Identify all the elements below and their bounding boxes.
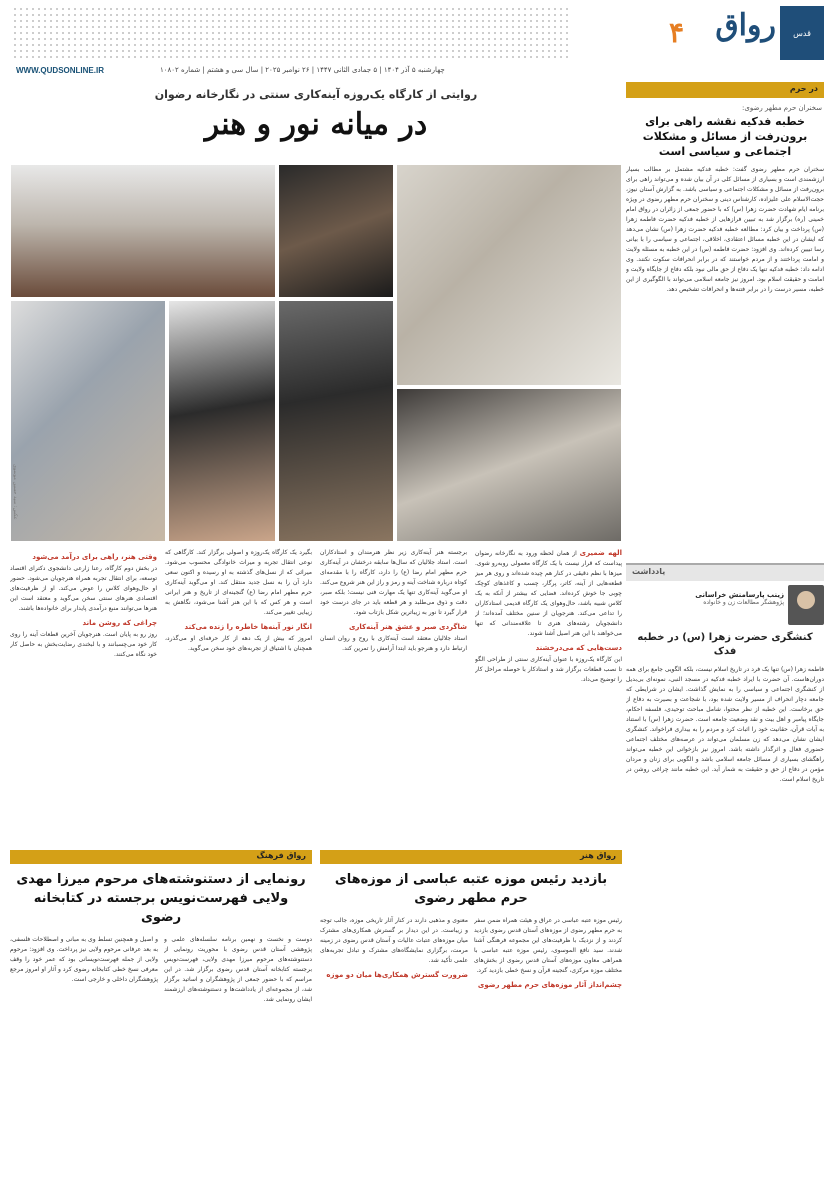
author-avatar — [788, 585, 824, 625]
opinion-body: فاطمه زهرا (س) تنها یک فرد در تاریخ اسلام نیست، بلکه الگویی جامع برای همه دوران‌هاست. آن حضرت با ایراد خطبه فدکیه در مسجد النبی، نمونه‌ای بی‌بدیل از کنشگری اجتماعی و سیاسی را به نمایش گذاشت. ایشان در شرایطی که جامعه دچار انحراف از مسیر ولایت شده بود، با شجاعت و بصیرت به دفاع از حق برخاست. این خطبه از نظر محتوا، شامل مباحث توحیدی، فلسفه احکام، جایگاه پیامبر و اهل بیت و نقد وضعیت جامعه است. حضرت زهرا (س) با استناد به آیات قرآن، حقانیت خود را اثبات کرد و مردم را به بیداری فراخواند. کنشگری ایشان نشان می‌دهد که زن مسلمان می‌تواند در عرصه‌های مختلف اجتماعی حضوری فعال و اثرگذار داشته باشد. امروز نیز بازخوانی این خطبه می‌تواند راهگشای بسیاری از مسائل جامعه اسلامی باشد و الگویی برای زنان و مردان مؤمن در دفاع از حق و حقیقت به شمار آید. این خطبه مانند چراغی روشن در تاریخ اسلام است. — [626, 666, 824, 783]
section-label-haram: در حرم — [626, 82, 824, 98]
photo-mirror-panel — [396, 388, 622, 542]
feature-columns — [10, 548, 622, 838]
byline: الهه ضمیری — [579, 549, 622, 557]
feature-subhead-1: دست‌هایی که می‌درخشند — [535, 644, 622, 652]
feature-subhead-5: چراغی که روشن ماند — [82, 619, 157, 627]
newspaper-logo: قدس — [780, 6, 824, 60]
feature-col-1 — [475, 548, 622, 838]
story-col-2: و اصیل و همچنین تسلط وی به مبانی و اصطلاحات فلسفی، به بعد عرفانی مرحوم ولایی نیز پرداخت. وی افزود: مرحوم ولایی از جمله فهرست‌نویسانی بود که عمر خود را وقف معرفی نسخ خطی کتابخانه رضوی کرد و آثار او امروز مرجع پژوهشگران داخلی و خارجی است. — [10, 936, 158, 983]
photo-credit: عکس: سید حسین موسوی — [12, 464, 18, 520]
feature-text-4: در بخش دوم کارگاه، رعنا زارعی دانشجوی دکترای اقتصاد توسعه، برای انتقال تجربه همراه هنرجویان می‌شود. حضور او حال‌وهوای کلاس را عوض می‌کند. او از ظرفیت‌های اقتصادی هنرهای سنتی سخن می‌گوید و معتقد است این هنرها می‌توانند منبع درآمدی پایدار برای خانواده‌ها باشند. — [10, 565, 157, 612]
story-columns — [320, 916, 622, 1166]
photo-hands-mirror — [10, 300, 166, 542]
opinion-label: یادداشت — [626, 565, 824, 581]
feature-subhead-4: وقتی هنر، راهی برای درآمد می‌شود — [32, 553, 157, 561]
feature-subhead-3: انگار نور آینه‌ها خاطره را زنده می‌کند — [184, 623, 312, 631]
section-logo-text: رواق — [715, 8, 776, 43]
article-body: سخنران حرم مطهر رضوی گفت: خطبه فدکیه مشتمل بر مطالب بسیار ارزشمندی است و بسیاری از مسائل کلی در آن بیان شده و می‌تواند راهی برای برون‌رفت از مسائل و مشکلات اجتماعی و سیاسی باشد. به گزارش آستان نیوز، حجت‌الاسلام علی علیزاده، کارشناس دینی و سخنران حرم مطهر رضوی در ویژه برنامه ایام شهادت حضرت زهرا (س) که با حضور جمعی از زائران در رواق امام خمینی (ره) برگزار شد به تبیین فرازهایی از خطبه فدکیه حضرت فاطمه زهرا (س) پرداخت و بیان کرد: مطالعه خطبه فدکیه حضرت زهرا (س) نشان می‌دهد که ایشان در این خطبه مسائل اعتقادی، اخلاقی، اجتماعی و سیاسی را با بیانی رسا تبیین کرده‌اند. وی افزود: حضرت فاطمه (س) در این خطبه به مسئله ولایت و امامت پرداختند و از مردم خواستند که در برابر انحرافات سکوت نکنند. وی ادامه داد: خطبه فدکیه تنها یک دفاع از حق مالی نبود بلکه دفاع از جایگاه ولایت و امامت و حقیقت اسلام بود. امروز نیز جامعه اسلامی می‌تواند با الگوگیری از این خطبه، مسیر درست را در برابر فتنه‌ها و انحرافات تشخیص دهد. — [626, 166, 824, 293]
article-kicker: سخنران حرم مطهر رضوی: — [741, 104, 822, 112]
photo-master-speaking — [278, 164, 394, 298]
feature-title: در میانه نور و هنر — [204, 107, 428, 142]
author-row — [626, 585, 824, 625]
section-label-culture: رواق فرهنگ — [10, 850, 312, 864]
story-col-1 — [474, 916, 622, 1166]
feature-col-3 — [165, 548, 312, 838]
story-text-2: معنوی و مذهبی دارند در کنار آثار تاریخی موزه، جالب توجه و زیباست. در این دیدار بر گسترش همکاری‌های مشترک میان موزه‌های عتبات عالیات و آستان قدس رضوی در زمینه مرمت، برگزاری نمایشگاه‌های مشترک و تبادل تجربه‌های علمی تأکید شد. — [320, 917, 468, 964]
feature-text-1b: این کارگاه یک‌روزه با عنوان آینه‌کاری سنتی از طراحی الگو تا نصب قطعات برگزار شد و استادکار با حوصله مراحل کار را توضیح می‌داد. — [475, 656, 622, 683]
opinion-box — [626, 563, 824, 1165]
article-title: خطبه فدکیه نقشه راهی برای برون‌رفت از مسائل و مشکلات اجتماعی و سیاسی است — [642, 115, 808, 158]
opinion-title: کنشگری حضرت زهرا (س) در خطبه فدک — [637, 632, 813, 657]
author-name: زینب پارسامنش خراسانی — [695, 591, 784, 599]
photo-workshop-room — [10, 164, 276, 298]
story-col-1: دوست و نخست و نهمین برنامه سلسله‌های علمی و پژوهشی آستان قدس رضوی با محوریت رونمایی از دستنوشته‌های مرحوم میرزا مهدی ولایی، فهرست‌نویس برجسته کتابخانه آستان قدس رضوی برگزار شد. در این مراسم که با حضور جمعی از پژوهشگران و اساتید برگزار شد، از مجموعه‌ای از یادداشت‌ها و دستنوشته‌های ارزشمند ایشان رونمایی شد. — [164, 936, 312, 1003]
feature-col-4 — [10, 548, 157, 838]
story-museum-visit — [320, 850, 622, 1190]
story-col-2 — [320, 916, 468, 1166]
story-columns — [10, 935, 312, 1185]
right-column — [626, 82, 824, 1190]
photo-woman-working — [168, 300, 276, 542]
story-manuscript-unveiling — [10, 850, 312, 1190]
feature-subhead-2: شاگردی صبر و عشق هنر آینه‌کاری — [348, 623, 467, 631]
feature-text-2b: استاد جلالیان معتقد است آینه‌کاری با روح و روان انسان ارتباط دارد و هنرجو باید ابتدا آرامش را تمرین کند. — [320, 635, 467, 652]
story-title: بازدید رئیس موزه عتبه عباسی از موزه‌های حرم مطهر رضوی — [334, 872, 608, 906]
photo-mirror-closeup — [396, 164, 622, 386]
author-role: پژوهشگر مطالعات زن و خانواده — [703, 599, 784, 606]
feature-text-1: از همان لحظه ورود به نگارخانه رضوان پیداست که قرار نیست با یک کارگاه معمولی روبه‌رو شوی. میزها با نظم دقیقی در کنار هم چیده شده‌اند و روی هر میز قطعه‌هایی از آینه، کاتر، پرگار، چسب و کاغذهای کوچک چوبی جا خوش کرده‌اند. فضایی که بیشتر از آنکه به یک کلاس شبیه باشد، حال‌وهوای یک کارگاه قدیمی استادکاران را تداعی می‌کند. هنرجویان از سنین مختلف آمده‌اند؛ از دانشجویان رشته‌های هنری تا علاقه‌مندانی که تنها می‌خواهند با این هنر اصیل آشنا شوند. — [475, 550, 622, 637]
feature-article — [10, 82, 622, 844]
site-url-link[interactable]: WWW.QUDSONLINE.IR — [16, 66, 104, 75]
photo-student-cutting — [278, 300, 394, 542]
section-label-art: رواق هنر — [320, 850, 622, 864]
feature-text-3: بگیرد یک کارگاه یک‌روزه و اصولی برگزار کند. کارگاهی که نوعی انتقال تجربه و میراث خانوادگی محسوب می‌شود. میراثی که از نسل‌های گذشته به او رسیده و اکنون سعی دارد آن را به نسل جدید منتقل کند. او می‌گوید آینه‌کاری حرم مطهر امام رضا (ع) گنجینه‌ای از تاریخ و هنر ایرانی است و هر کس که با این هنر آشنا می‌شود، نگاهش به زیبایی تغییر می‌کند. — [165, 549, 312, 616]
story-subhead-2: ضرورت گسترش همکاری‌ها میان دو موزه — [326, 971, 468, 979]
feature-text-2: برجسته هنر آینه‌کاری زیر نظر هنرمندان و استادکاران است. استاد جلالیان که سال‌ها سابقه درخشان در آینه‌کاری حرم مطهر امام رضا (ع) را دارد، کارگاه را با مقدمه‌ای کوتاه درباره شناخت آینه و رمز و راز این هنر شروع می‌کند. او می‌گوید آینه‌کاری تنها یک مهارت فنی نیست؛ بلکه صبر، دقت و ذوق می‌طلبد و هر قطعه باید در جای درست خود قرار گیرد تا نور به زیباترین شکل بازتاب شود. — [320, 549, 467, 616]
story-text-1: رئیس موزه عتبه عباسی در عراق و هیئت همراه ضمن سفر به حرم مطهر رضوی از موزه‌های آستان قدس رضوی بازدید کردند و از نزدیک با ظرفیت‌های این مجموعه فرهنگی آشنا شدند. سید نافع الموسوی، رئیس موزه عتبه عباسی با همراهی معاون موزه‌های آستان قدس رضوی از بخش‌های مختلف موزه مرکزی، گنجینه قرآن و نسخ خطی بازدید کرد. — [474, 917, 622, 974]
issue-info: چهارشنبه ۵ آذر ۱۴۰۴ | ۵ جمادی الثانی ۱۴۴۷ | ۲۶ نوامبر ۲۰۲۵ | سال سی و هشتم | شماره ۱۰۸۰۲ — [160, 66, 445, 74]
feature-text-3b: امروز که بیش از یک دهه از کار حرفه‌ای او می‌گذرد، همچنان با اشتیاق از تجربه‌های خود سخن می‌گوید. — [165, 635, 312, 652]
page-number: ۴ — [668, 16, 684, 49]
story-title: رونمایی از دستنوشته‌های مرحوم میرزا مهدی ولایی فهرست‌نویس برجسته در کتابخانه رضوی — [16, 872, 306, 925]
masthead — [0, 0, 834, 80]
feature-text-4b: روز رو به پایان است. هنرجویان آخرین قطعات آینه را روی کار خود می‌چسبانند و با لبخندی رضایت‌بخش به حاصل کار خود نگاه می‌کنند. — [10, 631, 157, 658]
photo-grid — [10, 164, 622, 542]
story-subhead-1: چشم‌انداز آثار موزه‌های حرم مطهر رضوی — [477, 981, 622, 989]
bottom-stories — [10, 850, 622, 1190]
masthead-pattern — [12, 6, 572, 60]
feature-sup-title: روایتی از کارگاه یک‌روزه آینه‌کاری سنتی در نگارخانه رضوان — [154, 88, 478, 101]
feature-col-2 — [320, 548, 467, 838]
